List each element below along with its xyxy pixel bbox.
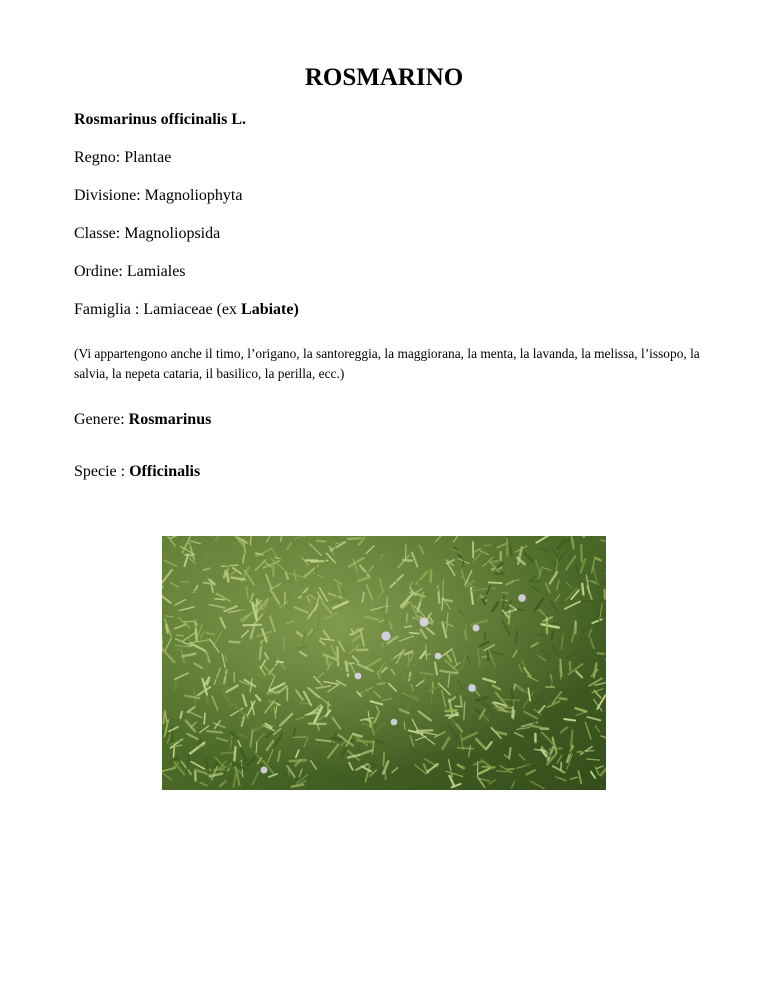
- taxonomy-ordine: [74, 262, 186, 282]
- needle-leaf: [204, 713, 205, 723]
- flower-blossom: [381, 631, 390, 640]
- genere-label: Genere:: [74, 411, 129, 428]
- needle-leaf: [215, 599, 224, 600]
- needle-leaf: [283, 638, 284, 650]
- needle-leaf: [263, 610, 264, 616]
- needle-leaf: [166, 625, 168, 633]
- flower-blossom: [468, 684, 476, 692]
- needle-leaf: [204, 583, 212, 584]
- needle-leaf: [174, 748, 175, 757]
- taxonomy-regno: [74, 148, 171, 168]
- needle-leaf: [598, 754, 606, 755]
- needle-leaf: [243, 555, 244, 562]
- needle-leaf: [315, 683, 325, 684]
- needle-leaf: [512, 730, 513, 737]
- needle-leaf: [560, 698, 567, 699]
- flower-blossom: [419, 617, 428, 626]
- taxonomy-divisione: [74, 186, 242, 206]
- needle-leaf: [181, 712, 182, 718]
- needle-leaf: [228, 567, 229, 574]
- needle-leaf: [409, 633, 419, 634]
- needle-leaf: [212, 585, 213, 592]
- needle-leaf: [446, 710, 457, 711]
- needle-leaf: [357, 741, 373, 743]
- needle-leaf: [564, 719, 575, 720]
- page-title: ROSMARINO: [304, 64, 464, 91]
- divisione-label: Divisione:: [74, 187, 145, 204]
- famiglia-label: Famiglia : Lamiaceae (ex: [74, 301, 242, 318]
- genere-value: Rosmarinus: [128, 411, 212, 428]
- taxonomy-classe: [74, 224, 220, 244]
- needle-leaf: [384, 753, 385, 766]
- famiglia-value: Labiate): [241, 301, 299, 318]
- needle-leaf: [464, 703, 465, 720]
- flower-blossom: [473, 625, 480, 632]
- needle-leaf: [230, 642, 240, 643]
- needle-leaf: [431, 570, 432, 582]
- needle-leaf: [507, 769, 514, 770]
- needle-leaf: [176, 635, 183, 636]
- needle-leaf: [206, 655, 207, 672]
- needle-leaf: [502, 593, 509, 594]
- needle-leaf: [443, 580, 444, 595]
- ordine-value: Lamiales: [126, 263, 186, 280]
- needle-leaf: [461, 696, 462, 705]
- rosemary-photo: [162, 536, 606, 790]
- specie-value: Officinalis: [129, 463, 201, 480]
- needle-leaf: [489, 582, 502, 583]
- taxonomy-specie: [74, 462, 200, 482]
- needle-leaf: [352, 778, 365, 779]
- flower-blossom: [391, 719, 398, 726]
- needle-leaf: [378, 683, 385, 684]
- needle-leaf: [290, 760, 306, 761]
- needle-leaf: [409, 673, 410, 680]
- needle-leaf: [227, 573, 229, 581]
- needle-leaf: [571, 731, 572, 746]
- flower-blossom: [435, 653, 442, 660]
- needle-leaf: [317, 541, 326, 542]
- scientific-name: Rosmarinus officinalis L.: [74, 111, 247, 128]
- needle-leaf: [503, 700, 520, 701]
- divisione-value: Magnoliophyta: [144, 187, 243, 204]
- needle-leaf: [387, 597, 388, 612]
- needle-leaf: [361, 573, 369, 574]
- needle-leaf: [550, 748, 562, 749]
- needle-leaf: [189, 623, 190, 629]
- needle-leaf: [458, 748, 474, 749]
- needle-leaf: [488, 561, 498, 562]
- flower-blossom: [355, 673, 362, 680]
- needle-leaf: [290, 549, 291, 562]
- needle-leaf: [343, 588, 344, 597]
- needle-leaf: [256, 599, 257, 616]
- ordine-label: Ordine:: [74, 263, 127, 280]
- regno-label: Regno:: [74, 149, 125, 166]
- needle-leaf: [364, 691, 365, 698]
- classe-value: Magnoliopsida: [124, 225, 221, 242]
- needle-leaf: [598, 653, 604, 654]
- needle-leaf: [294, 647, 306, 649]
- needle-leaf: [207, 731, 222, 733]
- flower-blossom: [260, 766, 267, 773]
- rosemary-photo-illustration: [162, 536, 606, 790]
- needle-leaf: [424, 673, 425, 681]
- needle-leaf: [539, 634, 545, 636]
- needle-leaf: [583, 536, 584, 537]
- needle-leaf: [234, 747, 235, 760]
- needle-leaf: [338, 647, 339, 665]
- needle-leaf: [405, 626, 412, 627]
- flower-blossom: [518, 594, 526, 602]
- classe-label: Classe:: [74, 225, 125, 242]
- needle-leaf: [357, 650, 368, 651]
- needle-leaf: [329, 542, 341, 543]
- needle-leaf: [559, 690, 575, 691]
- family-members-note: (Vi appartengono anche il timo, l’origano, la santoreggia, la maggiorana, la menta, la lavanda, la melissa, l’issopo, la salvia, la nepeta cataria, il basilico, la perilla, ecc.): [74, 346, 700, 381]
- needle-leaf: [513, 710, 514, 718]
- regno-value: Plantae: [124, 149, 172, 166]
- needle-leaf: [488, 651, 489, 660]
- needle-leaf: [277, 662, 284, 663]
- needle-leaf: [243, 625, 261, 626]
- taxonomy-famiglia: [74, 300, 299, 320]
- needle-leaf: [407, 614, 408, 622]
- needle-leaf: [509, 748, 510, 757]
- needle-leaf: [348, 538, 361, 539]
- needle-leaf: [326, 657, 328, 666]
- needle-leaf: [164, 711, 165, 723]
- needle-leaf: [582, 584, 583, 595]
- needle-leaf: [516, 738, 517, 746]
- taxonomy-genere: [74, 410, 211, 430]
- needle-leaf: [293, 737, 307, 738]
- needle-leaf: [316, 561, 317, 575]
- needle-leaf: [496, 707, 513, 708]
- specie-label: Specie :: [74, 463, 130, 480]
